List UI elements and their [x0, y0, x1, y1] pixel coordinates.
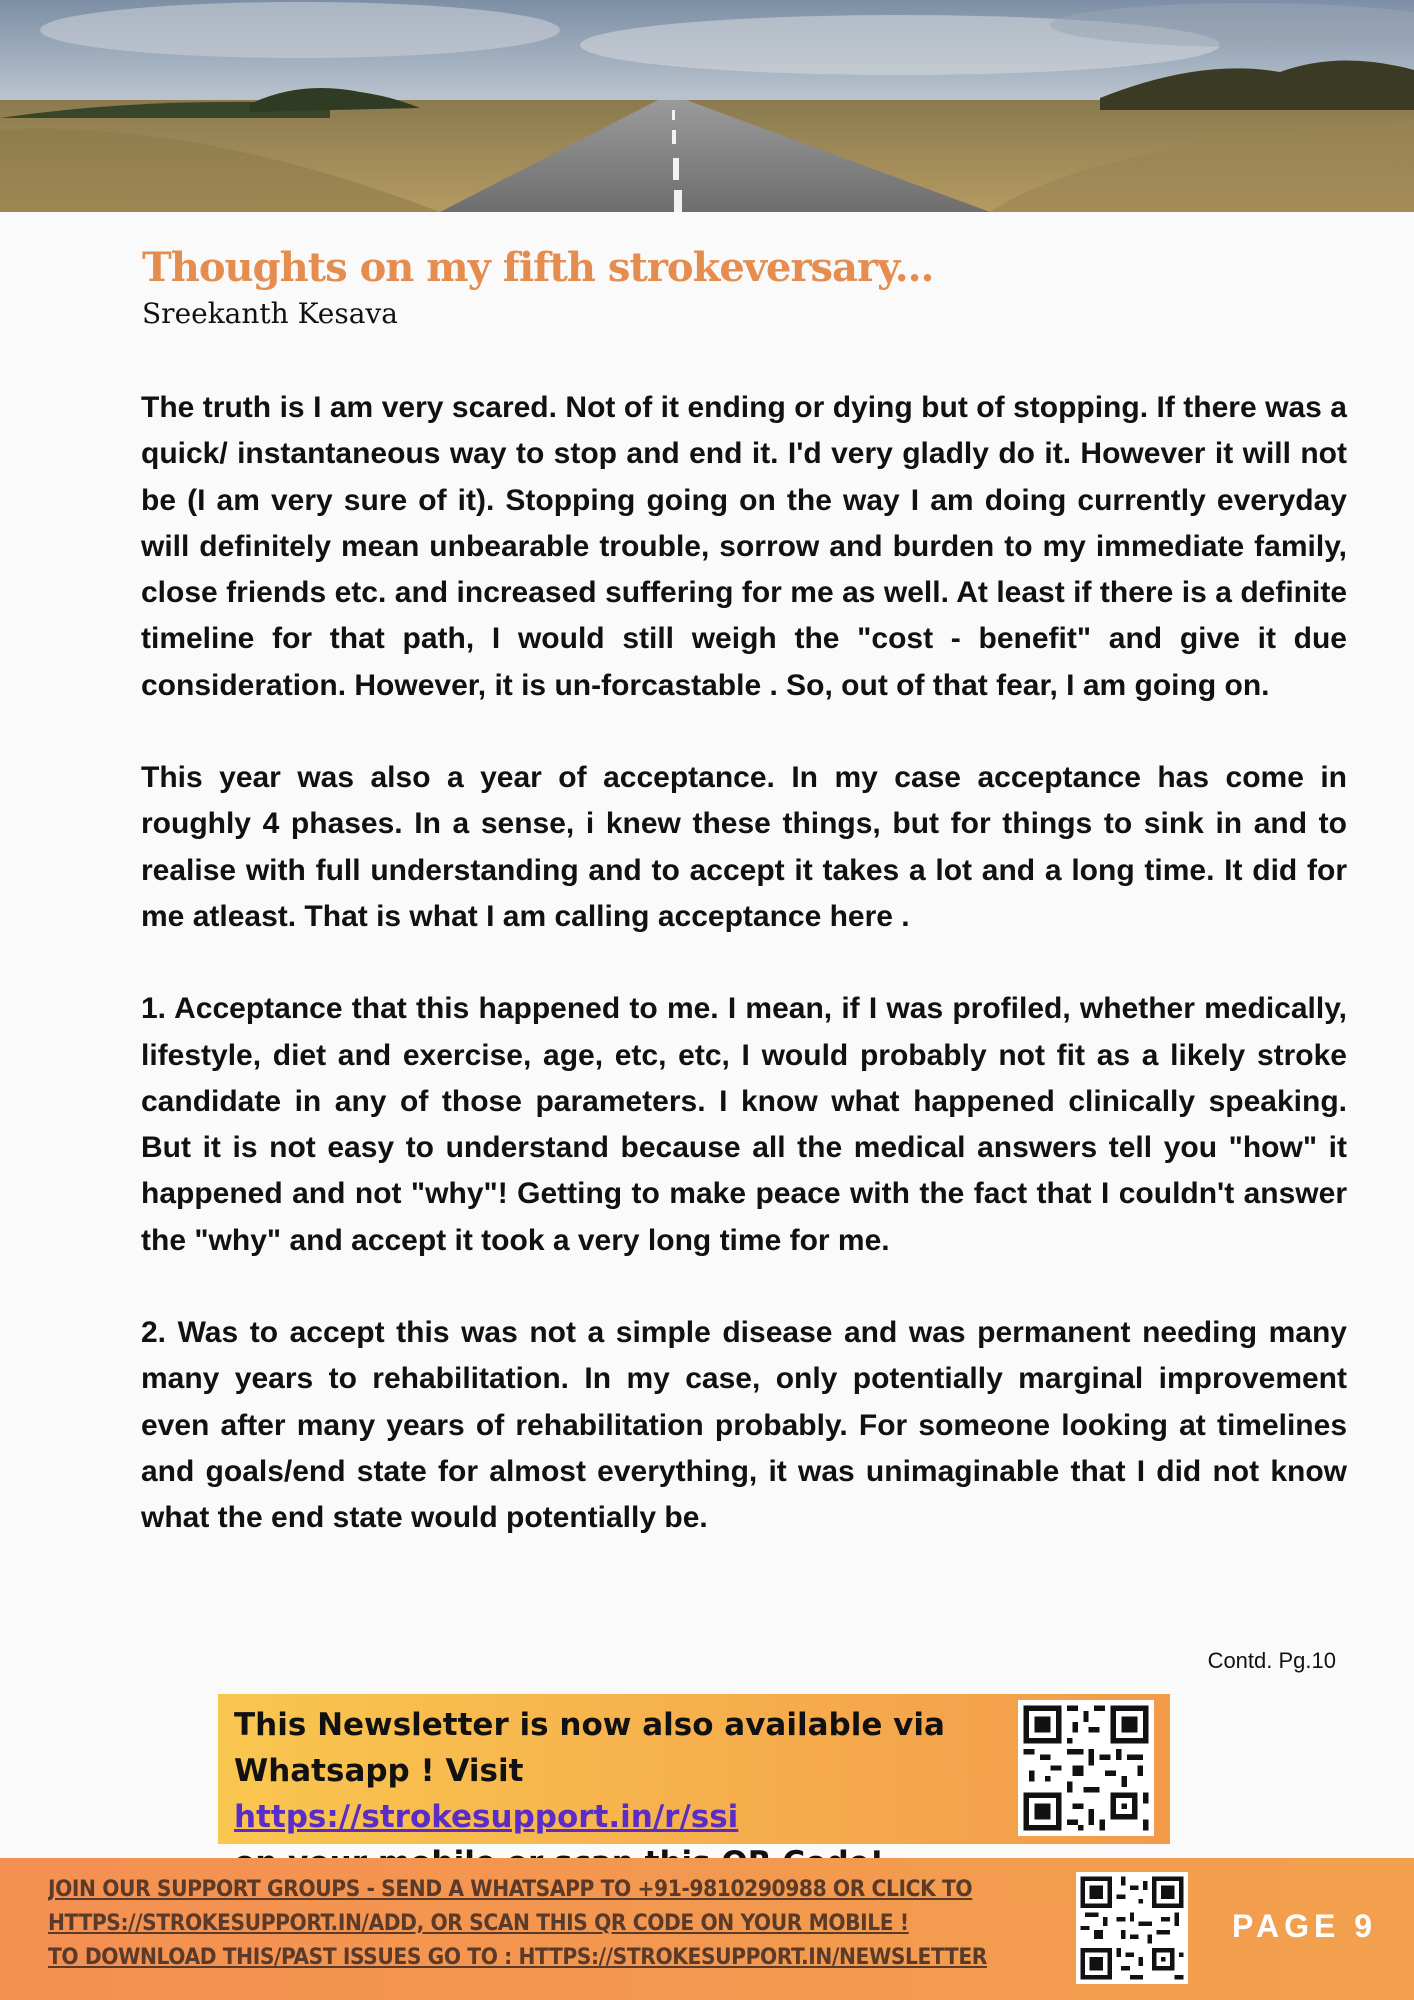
promo-link[interactable]: https://strokesupport.in/r/ssi — [234, 1799, 739, 1835]
whatsapp-promo-banner — [218, 1694, 1170, 1844]
footer-line-3[interactable]: TO DOWNLOAD THIS/PAST ISSUES GO TO : HTTPS://STROKESUPPORT.IN/NEWSLETTER — [48, 1944, 987, 1970]
footer-line-1[interactable]: JOIN OUR SUPPORT GROUPS - SEND A WHATSAPP TO +91-9810290988 OR CLICK TO — [48, 1876, 973, 1902]
page-number: PAGE 9 — [1232, 1908, 1377, 1944]
promo-line-2 — [234, 1748, 1014, 1840]
promo-qr-code[interactable] — [1018, 1700, 1154, 1836]
footer-line-2[interactable]: HTTPS://STROKESUPPORT.IN/ADD, OR SCAN THIS QR CODE ON YOUR MOBILE ! — [48, 1910, 909, 1936]
article-paragraph: 1. Acceptance that this happened to me. I mean, if I was profiled, whether medically, lifestyle, diet and exercise, age, etc, etc, I would probably not fit as a likely stroke candidate in any of those parameters. I know what happened clinically speaking. But it is not easy to understand because all the medical answers tell you "how" it happened and not "why"! Getting to make peace with the fact that I couldn't answer the "why" and accept it took a very long time for me. — [141, 992, 1347, 1257]
continued-note: Contd. Pg.10 — [1207, 1648, 1336, 1673]
footer-support-text — [48, 1872, 1068, 1974]
article-author: Sreekanth Kesava — [142, 297, 398, 330]
footer-qr-code[interactable] — [1076, 1872, 1188, 1984]
footer-band — [0, 1858, 1414, 2000]
article-paragraph: 2. Was to accept this was not a simple disease and was permanent needing many many years to rehabilitation. In my case, only potentially marginal improvement even after many years of rehabilitation probably. For someone looking at timelines and goals/end state for almost everything, it was unimaginable that I did not know what the end state would potentially be. — [141, 1316, 1347, 1535]
promo-line-2-prefix: Whatsapp ! Visit — [234, 1753, 524, 1789]
article-paragraph: The truth is I am very scared. Not of it ending or dying but of stopping. If there was a quick/ instantaneous way to stop and end it. I'd very gladly do it. However it will not be (I am very sure of it). Stopping going on the way I am doing currently everyday will definitely mean unbearable trouble, sorrow and burden to my immediate family, close friends etc. and increased suffering for me as well. At least if there is a definite timeline for that path, I would still weigh the "cost - benefit" and give it due consideration. However, it is un-forcastable . So, out of that fear, I am going on. — [141, 391, 1347, 702]
header-road-image — [0, 0, 1414, 212]
article-paragraph: This year was also a year of acceptance. In my case acceptance has come in roughly 4 phases. In a sense, i knew these things, but for things to sink in and to realise with full understanding and to accept it takes a lot and a long time. It did for me atleast. That is what I am calling acceptance here . — [141, 761, 1347, 933]
article-body — [141, 385, 1347, 1588]
article-title: Thoughts on my fifth strokeversary... — [142, 244, 934, 291]
promo-line-1: This Newsletter is now also available via — [234, 1707, 945, 1743]
